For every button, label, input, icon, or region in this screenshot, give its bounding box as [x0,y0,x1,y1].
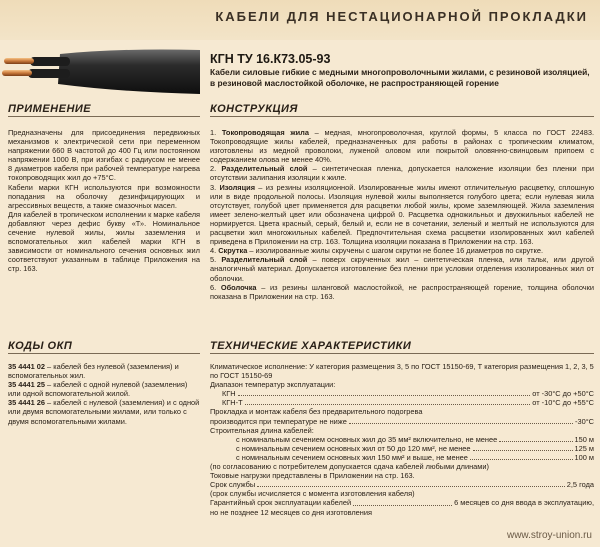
tech-specs [210,362,594,517]
copper-wire-2 [2,70,32,76]
site-url: www.stroy-union.ru [506,530,592,541]
construction-item: 4. Скрутка – изолированные жилы скручены с шагом скрутки не более 16 диаметров по скрутке. [210,246,544,256]
core-insulation-2 [28,69,70,78]
current-loads-note: Токовые нагрузки представлены в Приложении на стр. 163. [210,471,415,481]
construction-item: 1. Токопроводящая жила – медная, многопроволочная, круглой формы, 5 класса по ГОСТ 22483. Токопроводящие жилы кабелей, предназначенных для работы в районах с тропическим климатом, изготовлены из медной проволоки, луженой оловом или покрытой оловянно-свинцовым припоем с содержанием олова не менее 40%. [210,128,595,165]
application-p2: Кабели марки КГН используются при возможности попадания на оболочку дезинфицирующих и агрессивных веществ, а также смазочных масел. [8,182,200,210]
warranty-row: Гарантийный срок эксплуатации кабелей 6 месяцев со дня ввода в эксплуатацию, [210,498,594,508]
product-subtitle: Кабели силовые гибкие с медными многопроволочными жилами, с резиновой изоляцией, в резиновой маслостойкой оболочке, не распространяющей горение [210,67,590,88]
tech-heading: ТЕХНИЧЕСКИЕ ХАРАКТЕРИСТИКИ [210,340,594,354]
length-row: с номинальным сечением основных жил от 50 до 120 мм², не менее 125 м [236,443,594,453]
construction-heading: КОНСТРУКЦИЯ [210,103,594,117]
length-row: с номинальным сечением основных жил до 35 мм² включительно, не менее 150 м [236,434,594,444]
product-title: КГН ТУ 16.К73.05-93 [210,52,331,66]
construction-list [210,128,594,301]
application-text [8,128,200,274]
application-heading: ПРИМЕНЕНИЕ [8,103,200,117]
okp-item: 35 4441 25 – кабелей с одной нулевой (заземления) или одной вспомогательной жилой. [8,380,188,399]
service-note: (срок службы исчисляется с момента изготовления кабеля) [210,489,415,499]
application-p3: Для кабелей в тропическом исполнении к марке кабеля добавляют через дефис букву «Т». Номинальное сечение нулевой жилы, жилы заземления и вспомогательных жил кабелей марки КГН в зависимости от номинального сечения основных жил соответствуют указанным в таблице Приложения на стр. 163. [8,209,201,274]
length-title: Строительная длина кабелей: [210,425,314,435]
okp-item: 35 4441 02 – кабелей без нулевой (заземления) и вспомогательных жил. [8,362,179,381]
temp-row: КГН от -30°С до +50°С [222,389,594,399]
construction-item: 6. Оболочка – из резины шланговой маслостойкой, не распространяющей горение, толщина оболочки показана в Приложении на стр. 163. [210,282,594,301]
temp-row: КГН-Т от -10°С до +55°С [222,398,594,408]
copper-wire-1 [4,58,34,64]
climate-text: Климатическое исполнение: У категория размещения 3, 5 по ГОСТ 15150-69, Т категория размещения 1, 2, 3, 5 по ГОСТ 15150-69 [210,362,594,381]
service-row: Срок службы 2,5 года [210,480,594,490]
application-p1: Предназначены для присоединения передвижных механизмов к электрической сети при переменном напряжении 660 В частотой до 400 Гц или постоянном напряжении 1000 В, при изгибах с радиусом не менее 8 диаметров кабеля при рабочей температуре нагрева токопроводящих жил до +75°С. [8,128,200,183]
cable-jacket [58,50,200,95]
shorter-length-note: (по согласованию с потребителем допускается сдача кабелей любыми длинами) [210,462,489,472]
okp-list [8,362,200,426]
warranty-tail: но не позднее 12 месяцев со дня изготовления [210,507,373,517]
cable-photo [0,40,200,98]
core-insulation-1 [30,57,70,66]
length-row: с номинальным сечением основных жил 150 мм² и выше, не менее 100 м [236,452,594,462]
construction-item: 3. Изоляция – из резины изоляционной. Изолированные жилы имеют отличительную расцветку, сплошную или в виде продольной полосы. Изоляция нулевой жилы выполняется голубого цвета; если нулевая жила отсутствует, голубой цвет применяется для расцветки любой жилы, кроме заземляющей. Жила заземления имеет зелено-желтый цвет или обозначена цифрой 0. Расцветка одножильных и двухжильных кабелей не нормируется. Цвета красный, серый, белый и, если не в сочетании, зеленый и желтый не используются для расцветки жил многожильных кабелей. Предпочтительная схема расцветки изолированных жил кабелей приведена в Приложении на стр. 163. Толщина изоляции показана в Приложении на стр. 163. [210,182,595,247]
laying-text: Прокладка и монтаж кабеля без предварительного подогрева [210,407,423,417]
category-title: КАБЕЛИ ДЛЯ НЕСТАЦИОНАРНОЙ ПРОКЛАДКИ [215,9,588,24]
okp-item: 35 4441 26 – кабелей с нулевой (заземления) и с одной или двумя вспомогательными жилами, или только с двумя вспомогательными жилами. [8,398,200,426]
okp-heading: КОДЫ ОКП [8,340,200,354]
laying-row: производится при температуре не ниже -30°С [210,416,594,426]
temp-title: Диапазон температур эксплуатации: [210,380,336,390]
construction-item: 5. Разделительный слой – поверх скрученных жил – синтетическая пленка, или тальк, или другой аналогичный материал. Допускается изготовление без пленки при условии отделения изолированных жил от оболочки. [210,255,595,283]
construction-item: 2. Разделительный слой – синтетическая пленка, допускается наложение изоляции без пленки при отсутствии залипания изоляции к жиле. [210,164,595,183]
